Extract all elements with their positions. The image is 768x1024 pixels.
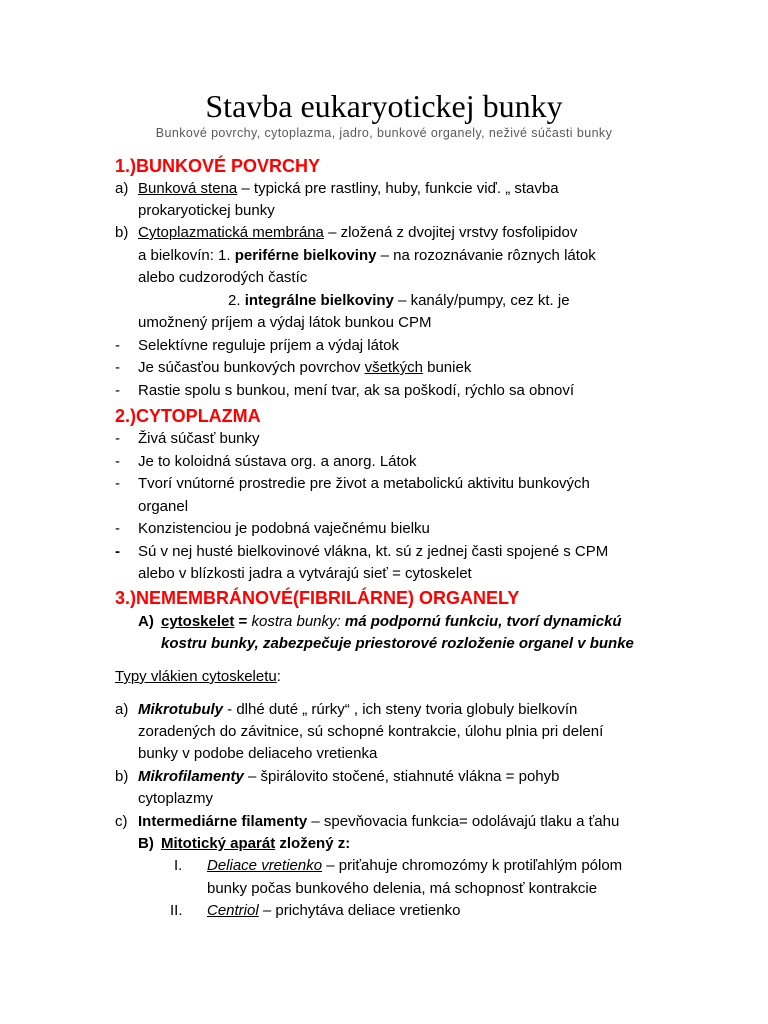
text: : bbox=[276, 668, 281, 685]
text: – spevňovacia funkcia= odolávajú tlaku a ťahu bbox=[307, 813, 620, 830]
dash-marker: - bbox=[115, 337, 120, 354]
term: Mikrotubuly bbox=[138, 701, 223, 718]
list-item-cont bbox=[138, 246, 596, 266]
heading-nemembranove-organely bbox=[115, 586, 525, 610]
heading-cytoplazma: 2.)CYTOPLAZMA bbox=[115, 406, 261, 426]
text: – na rozoznávanie rôznych látok bbox=[376, 247, 596, 264]
list-item-cont: organel bbox=[138, 498, 189, 515]
term: integrálne bielkoviny bbox=[244, 292, 394, 309]
page-title: Stavba eukaryotickej bunky bbox=[205, 88, 563, 124]
text: kostru bunky, zabezpečuje priestorové rozloženie organel v bunke bbox=[161, 635, 634, 652]
text: – prichytáva deliace vretienko bbox=[258, 902, 461, 919]
page-subtitle: Bunkové povrchy, cytoplazma, jadro, bunkové organely, neživé súčasti bunky bbox=[155, 126, 613, 140]
list-item-cont: prokaryotickej bunky bbox=[138, 202, 275, 219]
list-item bbox=[207, 901, 460, 921]
list-marker: b) bbox=[115, 224, 129, 241]
dash-marker: - bbox=[115, 382, 120, 399]
subheading-typy-vlakien bbox=[115, 667, 281, 687]
list-item bbox=[207, 856, 622, 876]
list-item-cont: zoradených do závitnice, sú schopné kontrakcie, úlohu plnia pri delení bbox=[138, 723, 604, 740]
list-item-cont: umožnený príjem a výdaj látok bunkou CPM bbox=[138, 314, 432, 331]
list-item: Konzistenciou je podobná vaječnému bielku bbox=[138, 520, 430, 537]
dash-marker: - bbox=[115, 430, 120, 447]
list-marker: A) bbox=[138, 613, 154, 630]
text: - dlhé duté „ rúrky“ , ich steny tvoria globuly bielkovín bbox=[223, 701, 578, 718]
list-marker: I. bbox=[174, 857, 183, 874]
list-item: Rastie spolu s bunkou, mení tvar, ak sa poškodí, rýchlo sa obnoví bbox=[138, 382, 575, 399]
list-item bbox=[138, 358, 471, 378]
list-item-cont: bunky počas bunkového delenia, má schopnosť kontrakcie bbox=[207, 880, 598, 897]
list-item bbox=[138, 179, 559, 199]
term: periférne bielkoviny bbox=[234, 247, 377, 264]
list-item bbox=[161, 612, 622, 632]
text: Je súčasťou bunkových povrchov bbox=[138, 359, 365, 376]
text: – špirálovito stočené, stiahnuté vlákna = pohyb bbox=[243, 768, 560, 785]
list-item: Tvorí vnútorné prostredie pre život a metabolickú aktivitu bunkových bbox=[138, 475, 590, 492]
list-marker: a) bbox=[115, 701, 129, 718]
list-item: Je to koloidná sústava org. a anorg. Látok bbox=[138, 453, 417, 470]
list-item-cont bbox=[228, 291, 570, 311]
dash-marker: - bbox=[115, 453, 120, 470]
list-item bbox=[138, 223, 577, 243]
text: a bielkovín: 1. bbox=[138, 247, 235, 264]
text: – zložená z dvojitej vrstvy fosfolipidov bbox=[323, 224, 578, 241]
list-item: Sú v nej husté bielkovinové vlákna, kt. sú z jednej časti spojené s CPM bbox=[138, 543, 609, 560]
heading-bunkove-povrchy: 1.)BUNKOVÉ POVRCHY bbox=[115, 156, 321, 176]
list-item: Živá súčasť bunky bbox=[138, 430, 260, 447]
list-item bbox=[138, 700, 577, 720]
text: – kanály/pumpy, cez kt. je bbox=[393, 292, 570, 309]
dash-marker: - bbox=[115, 359, 120, 376]
list-marker: B) bbox=[138, 835, 154, 852]
term: Centriol bbox=[207, 902, 259, 919]
text: kostra bunky: bbox=[251, 613, 345, 630]
list-item-cont: bunky v podobe deliaceho vretienka bbox=[138, 745, 378, 762]
term: Cytoplazmatická membrána bbox=[138, 224, 324, 241]
list-marker: b) bbox=[115, 768, 129, 785]
list-item bbox=[161, 834, 350, 854]
term: Mikrofilamenty bbox=[138, 768, 244, 785]
text: – typická pre rastliny, huby, funkcie viď. „ stavba bbox=[237, 180, 559, 197]
text: má podpornú funkciu, tvorí dynamickú bbox=[344, 613, 622, 630]
heading-underline-tail bbox=[519, 586, 525, 610]
dash-marker: - bbox=[115, 520, 120, 537]
text: = bbox=[234, 613, 252, 630]
dash-marker: - bbox=[115, 543, 120, 560]
dash-marker: - bbox=[115, 475, 120, 492]
text: zložený z: bbox=[275, 835, 351, 852]
list-item-cont: cytoplazmy bbox=[138, 790, 214, 807]
term: Bunková stena bbox=[138, 180, 238, 197]
list-marker: a) bbox=[115, 180, 129, 197]
list-item-cont: alebo cudzorodých častíc bbox=[138, 269, 308, 286]
list-item-cont bbox=[161, 634, 634, 654]
text: 2. bbox=[228, 292, 245, 309]
term: cytoskelet bbox=[161, 613, 235, 630]
list-item bbox=[138, 812, 619, 832]
list-item-cont: alebo v blízkosti jadra a vytvárajú sieť = cytoskelet bbox=[138, 565, 472, 582]
term: Deliace vretienko bbox=[207, 857, 323, 874]
term: všetkých bbox=[364, 359, 423, 376]
list-item bbox=[138, 767, 559, 787]
term: Intermediárne filamenty bbox=[138, 813, 308, 830]
text: – priťahuje chromozómy k protiľahlým pólom bbox=[322, 857, 623, 874]
heading-text: 3.)NEMEMBRÁNOVÉ(FIBRILÁRNE) ORGANELY bbox=[115, 588, 520, 608]
list-marker: c) bbox=[115, 813, 128, 830]
label: Typy vlákien cytoskeletu bbox=[115, 668, 277, 685]
text: buniek bbox=[422, 359, 472, 376]
list-marker: II. bbox=[170, 902, 183, 919]
list-item: Selektívne reguluje príjem a výdaj látok bbox=[138, 337, 399, 354]
term: Mitotický aparát bbox=[161, 835, 276, 852]
